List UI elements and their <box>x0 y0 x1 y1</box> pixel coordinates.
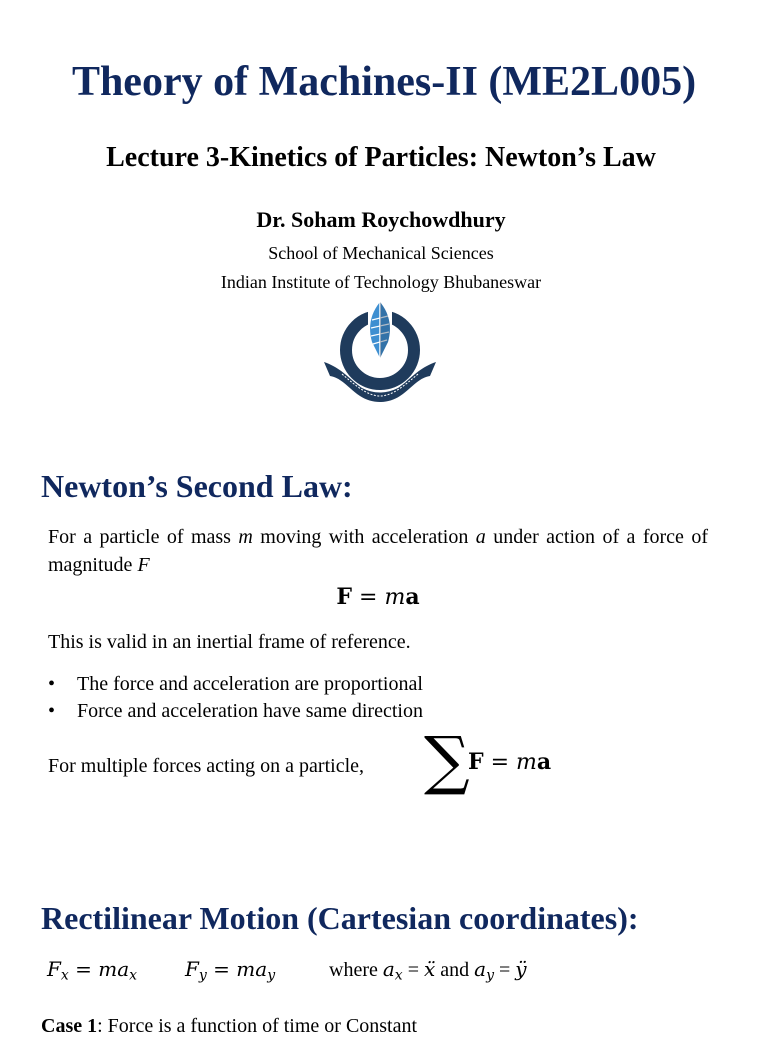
equation-f-ma: F = ma <box>336 584 420 610</box>
author-name: Dr. Soham Roychowdhury <box>256 207 506 232</box>
equation-fy: $F_y = ma_y$ <box>185 957 276 984</box>
summation-symbol: ∑ <box>424 724 470 798</box>
list-item: • The force and acceleration are proportional <box>48 673 423 695</box>
list-item: • Force and acceleration have same direction <box>48 700 423 722</box>
inertial-frame-note: This is valid in an inertial frame of reference. <box>48 631 411 653</box>
equation-fx: $F_x = ma_x$ <box>47 957 138 984</box>
school-name: School of Mechanical Sciences <box>268 243 494 263</box>
multiple-forces-note: For multiple forces acting on a particle, <box>48 755 365 777</box>
section-heading-newton: Newton’s Second Law: <box>41 468 353 504</box>
newton-description: For a particle of mass m moving with acceleration a under action of a force of magnitude F <box>48 526 708 576</box>
page-title: Theory of Machines-II (ME2L005) <box>71 59 697 105</box>
iit-bhubaneswar-emblem-icon <box>322 298 438 408</box>
equation-where: where $a_x$ = ẍ and $a_y$ = ÿ <box>329 957 527 984</box>
equation-sum-f-ma: F = ma <box>468 749 552 775</box>
lecture-subtitle: Lecture 3-Kinetics of Particles: Newton’s Law <box>106 142 656 173</box>
section-heading-rectilinear: Rectilinear Motion (Cartesian coordinates): <box>41 900 639 936</box>
institute-name: Indian Institute of Technology Bhubaneswar <box>220 272 542 292</box>
case-1-label: Case 1: Force is a function of time or Constant <box>41 1015 418 1037</box>
